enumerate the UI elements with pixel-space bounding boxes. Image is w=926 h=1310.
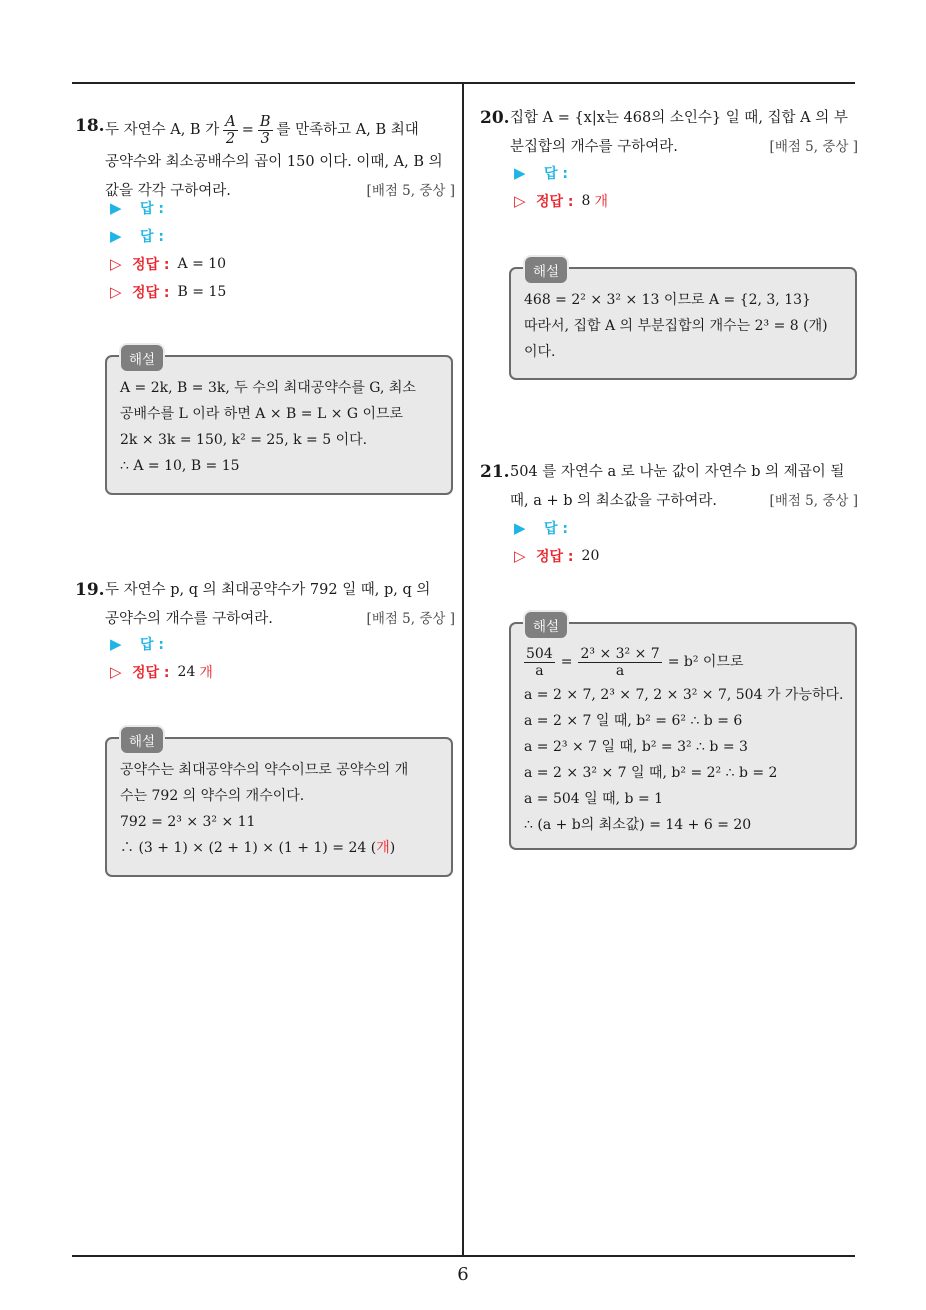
solution-line: 수는 792 의 약수의 개수이다.	[120, 788, 305, 804]
fraction-504-over-a: $\frac{504}{a}$	[526, 645, 553, 679]
question-number: 18.	[75, 116, 105, 136]
solution-tag: 해설	[119, 725, 165, 755]
answer-block-20	[514, 159, 608, 215]
fraction-equation: $\frac{A}{2}$ = $\frac{B}{3}$	[225, 113, 271, 147]
solution-line: a = 2 × 3² × 7 일 때, b² = 2² ∴ b = 2	[524, 765, 778, 781]
question-text: 공약수와 최소공배수의 곱이 150 이다. 이때, A, B 의	[105, 154, 443, 170]
solution-line: 792 = 2³ × 3² × 11	[120, 814, 256, 830]
question-18	[75, 112, 455, 206]
question-number: 20.	[480, 108, 510, 128]
score-meta: [배점 5, 중상 ]	[366, 611, 455, 627]
solution-box-18	[105, 352, 453, 495]
correct-answer-row: ▷ 정답 : 8 개	[514, 192, 608, 210]
answer-block-19	[110, 630, 213, 686]
question-number: 19.	[75, 580, 105, 600]
score-meta: [배점 5, 중상 ]	[769, 493, 858, 509]
answer-row[interactable]: ▶ 답 :	[514, 519, 568, 537]
outline-triangle-icon: ▷	[514, 547, 526, 565]
question-text: 값을 각각 구하여라.	[105, 183, 231, 199]
answer-block-21	[514, 514, 599, 570]
solution-line: 공배수를 L 이라 하면 A × B = L × G 이므로	[120, 406, 404, 422]
solution-line: 이다.	[524, 344, 556, 360]
solution-line: 468 = 2² × 3² × 13 이므로 A = {2, 3, 13}	[524, 292, 811, 308]
play-triangle-icon: ▶	[110, 199, 122, 217]
question-text: 분집합의 개수를 구하여라.	[510, 139, 678, 155]
outline-triangle-icon: ▷	[514, 192, 526, 210]
correct-answer-row: ▷ 정답 : 24 개	[110, 663, 213, 681]
solution-line: ∴ (3 + 1) × (2 + 1) × (1 + 1) = 24 (개)	[120, 840, 396, 856]
correct-answer-row: ▷ 정답 : A = 10	[110, 255, 227, 273]
question-text: 두 자연수 A, B 가	[105, 121, 220, 138]
solution-line: 공약수는 최대공약수의 약수이므로 공약수의 개	[120, 762, 409, 778]
answer-block-18	[110, 194, 226, 306]
solution-tag: 해설	[523, 610, 569, 640]
correct-answer-row: ▷ 정답 : B = 15	[110, 283, 227, 301]
score-meta: [배점 5, 중상 ]	[769, 139, 858, 155]
top-rule	[72, 82, 855, 84]
question-21	[480, 458, 858, 516]
outline-triangle-icon: ▷	[110, 283, 122, 301]
question-text: 때, a + b 의 최소값을 구하여라.	[510, 493, 718, 509]
question-text: 두 자연수 p, q 의 최대공약수가 792 일 때, p, q 의	[105, 582, 431, 598]
solution-tag: 해설	[119, 343, 165, 373]
question-text: 를 만족하고 A, B 최대	[276, 121, 419, 138]
solution-line: ∴ A = 10, B = 15	[120, 458, 240, 474]
question-text: 공약수의 개수를 구하여라.	[105, 611, 273, 627]
solution-line: 2k × 3k = 150, k² = 25, k = 5 이다.	[120, 432, 368, 448]
question-19	[75, 576, 455, 634]
solution-box-20	[509, 264, 857, 380]
answer-row[interactable]: ▶ 답 :	[110, 635, 164, 653]
solution-tag: 해설	[523, 255, 569, 285]
fraction-b-over-3: $\frac{B}{3}$	[259, 113, 271, 147]
solution-line: a = 2 × 7, 2³ × 7, 2 × 3² × 7, 504 가 가능하다.	[524, 687, 844, 703]
solution-line: ∴ (a + b의 최소값) = 14 + 6 = 20	[524, 817, 752, 833]
column-divider	[462, 83, 464, 1256]
outline-triangle-icon: ▷	[110, 663, 122, 681]
answer-row[interactable]: ▶ 답 :	[110, 227, 164, 245]
solution-line: A = 2k, B = 3k, 두 수의 최대공약수를 G, 최소	[120, 380, 416, 396]
question-number: 21.	[480, 462, 510, 482]
solution-line: a = 2 × 7 일 때, b² = 6² ∴ b = 6	[524, 713, 743, 729]
correct-answer-row: ▷ 정답 : 20	[514, 547, 600, 565]
page-number: 6	[457, 1264, 469, 1285]
question-text: 504 를 자연수 a 로 나눈 값이 자연수 b 의 제곱이 될	[510, 464, 845, 480]
solution-box-19	[105, 734, 453, 877]
fraction-a-over-2: $\frac{A}{2}$	[225, 113, 236, 147]
play-triangle-icon: ▶	[110, 635, 122, 653]
solution-line: $\frac{504}{a}$ = $\frac{\text{2³ × 3² × 7}}{a}$ = b² 이므로	[526, 645, 744, 679]
answer-row[interactable]: ▶ 답 :	[514, 164, 568, 182]
solution-line: 따라서, 집합 A 의 부분집합의 개수는 2³ = 8 (개)	[524, 318, 828, 334]
score-meta: [배점 5, 중상 ]	[366, 183, 455, 199]
answer-row[interactable]: ▶ 답 :	[110, 199, 164, 217]
bottom-rule	[72, 1255, 855, 1257]
solution-line: a = 504 일 때, b = 1	[524, 791, 664, 807]
fraction-factorization-over-a: $\frac{\text{2³ × 3² × 7}}{a}$	[580, 645, 660, 679]
solution-box-21	[509, 619, 857, 850]
question-text: 집합 A = {x|x는 468의 소인수} 일 때, 집합 A 의 부	[510, 110, 848, 126]
outline-triangle-icon: ▷	[110, 255, 122, 273]
play-triangle-icon: ▶	[514, 164, 526, 182]
play-triangle-icon: ▶	[514, 519, 526, 537]
question-20	[480, 104, 858, 162]
play-triangle-icon: ▶	[110, 227, 122, 245]
solution-line: a = 2³ × 7 일 때, b² = 3² ∴ b = 3	[524, 739, 748, 755]
